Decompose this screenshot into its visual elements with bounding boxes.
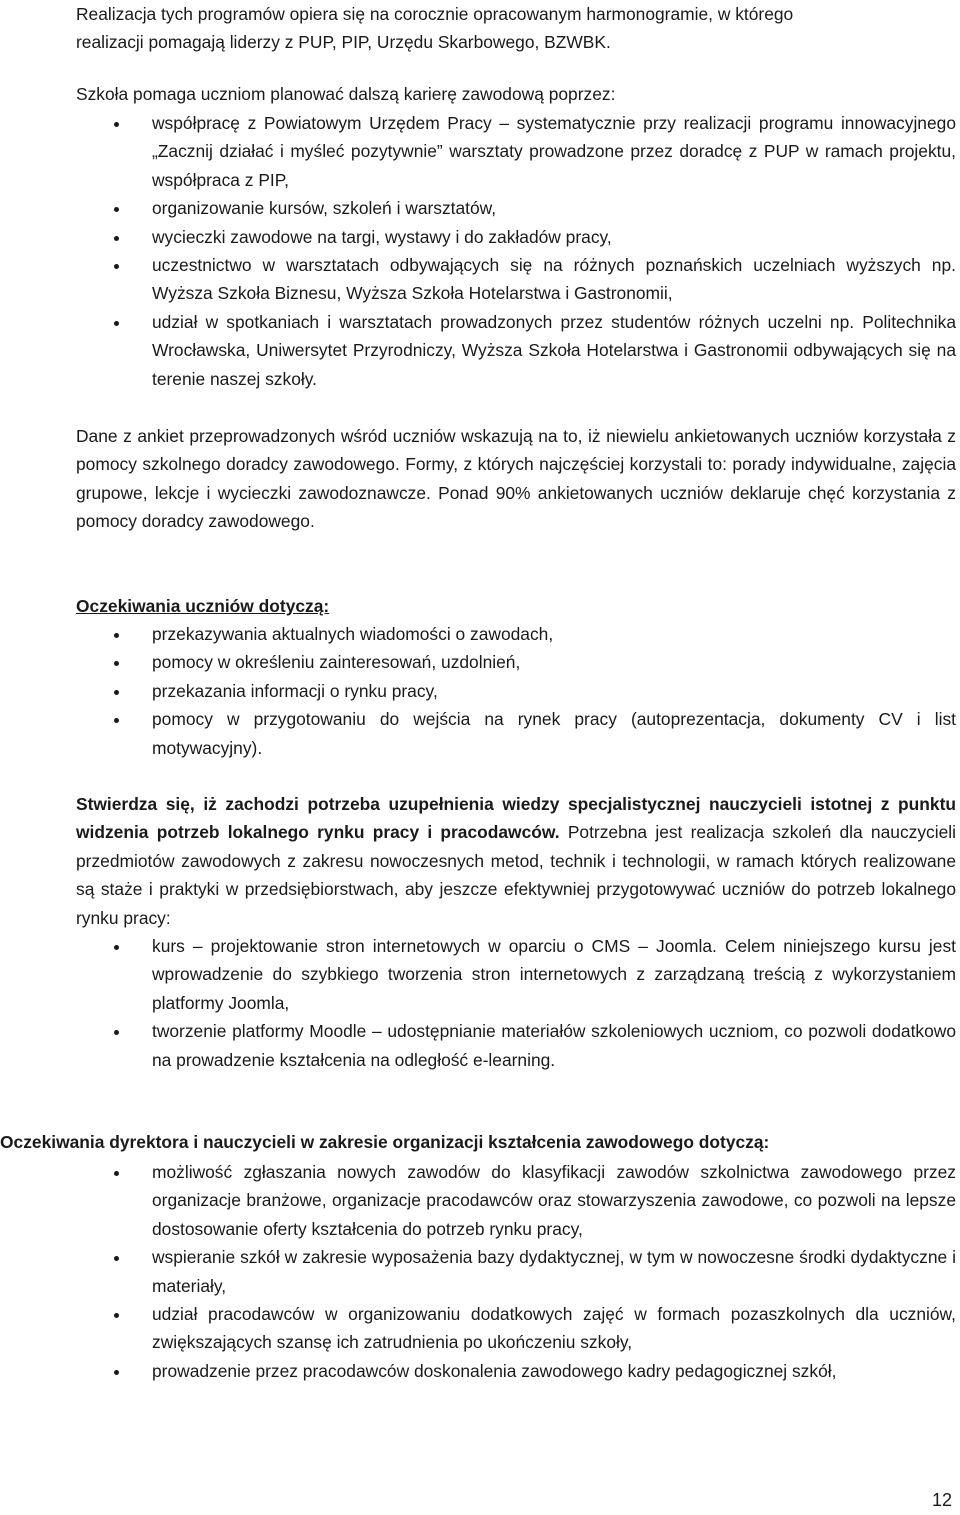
teachers-list bbox=[76, 932, 956, 1074]
list-item: współpracę z Powiatowym Urzędem Pracy – systematycznie przy realizacji programu innowacyjnego „Zacznij działać i myśleć pozytywnie” warsztaty prowadzone przez doradcę z PUP w ramach projektu, współpraca z PIP, bbox=[76, 109, 956, 194]
career-lead: Szkoła pomaga uczniom planować dalszą karierę zawodową poprzez: bbox=[76, 84, 616, 104]
list-item: udział pracodawców w organizowaniu dodatkowych zajęć w formach pozaszkolnych dla uczniów, zwiększających szansę ich zatrudnienia po ukończeniu szkoły, bbox=[76, 1300, 956, 1357]
page-number: 12 bbox=[931, 1490, 952, 1510]
list-item: wspieranie szkół w zakresie wyposażenia bazy dydaktycznej, w tym w nowoczesne środki dydaktyczne i materiały, bbox=[76, 1243, 956, 1300]
teachers-bold-statement: Stwierdza się, iż zachodzi potrzeba uzupełnienia wiedzy specjalistycznej nauczycieli istotnej z punktu widzenia potrzeb lokalnego rynku pracy i pracodawców. bbox=[76, 794, 956, 843]
list-item: organizowanie kursów, szkoleń i warsztatów, bbox=[76, 194, 956, 222]
teachers-paragraph bbox=[76, 790, 956, 932]
students-heading: Oczekiwania uczniów dotyczą: bbox=[76, 596, 330, 616]
intro-paragraph bbox=[76, 0, 956, 57]
list-item: wycieczki zawodowe na targi, wystawy i do zakładów pracy, bbox=[76, 223, 956, 251]
students-list bbox=[76, 620, 956, 762]
list-item: możliwość zgłaszania nowych zawodów do klasyfikacji zawodów szkolnictwa zawodowego przez organizacje branżowe, organizacje pracodawców oraz stowarzyszenia zawodowe, co pozwoli na lepsze dostosowanie oferty kształcenia do potrzeb rynku pracy, bbox=[76, 1158, 956, 1243]
list-item: prowadzenie przez pracodawców doskonalenia zawodowego kadry pedagogicznej szkół, bbox=[76, 1357, 956, 1385]
career-list bbox=[76, 109, 956, 393]
list-item: przekazywania aktualnych wiadomości o zawodach, bbox=[76, 620, 956, 648]
list-item: kurs – projektowanie stron internetowych w oparciu o CMS – Joomla. Celem niniejszego kursu jest wprowadzenie do szybkiego tworzenia stron internetowych z zarządzaną treścią z wykorzystaniem platformy Joomla, bbox=[76, 932, 956, 1017]
list-item: tworzenie platformy Moodle – udostępnianie materiałów szkoleniowych uczniom, co pozwoli dodatkowo na prowadzenie kształcenia na odległość e-learning. bbox=[76, 1017, 956, 1074]
list-item: przekazania informacji o rynku pracy, bbox=[76, 677, 956, 705]
list-item: uczestnictwo w warsztatach odbywających się na różnych poznańskich uczelniach wyższych np. Wyższa Szkoła Biznesu, Wyższa Szkoła Hotelarstwa i Gastronomii, bbox=[76, 251, 956, 308]
list-item: pomocy w określeniu zainteresowań, uzdolnień, bbox=[76, 648, 956, 676]
teachers-rest: Potrzebna jest realizacja szkoleń dla nauczycieli przedmiotów zawodowych z zakresu nowoczesnych metod, technik i technologii, w ramach których realizowane są staże i praktyki w przedsiębiorstwach, aby jeszcze efektywniej przygotowywać uczniów do potrzeb lokalnego rynku pracy: bbox=[76, 822, 956, 928]
director-heading: Oczekiwania dyrektora i nauczycieli w zakresie organizacji kształcenia zawodowego dotyczą: bbox=[0, 1132, 770, 1152]
director-list bbox=[76, 1158, 956, 1385]
list-item: udział w spotkaniach i warsztatach prowadzonych przez studentów różnych uczelni np. Politechnika Wrocławska, Uniwersytet Przyrodniczy, Wyższa Szkoła Hotelarstwa i Gastronomii odbywających się na terenie naszej szkoły. bbox=[76, 308, 956, 393]
intro-line-1: Realizacja tych programów opiera się na corocznie opracowanym harmonogramie, w którego bbox=[76, 4, 794, 24]
list-item: pomocy w przygotowaniu do wejścia na rynek pracy (autoprezentacja, dokumenty CV i list motywacyjny). bbox=[76, 705, 956, 762]
intro-line-2: realizacji pomagają liderzy z PUP, PIP, Urzędu Skarbowego, BZWBK. bbox=[76, 32, 611, 53]
survey-paragraph: Dane z ankiet przeprowadzonych wśród uczniów wskazują na to, iż niewielu ankietowanych uczniów korzystała z pomocy szkolnego doradcy zawodowego. Formy, z których najczęściej korzystali to: porady indywidualne, zajęcia grupowe, lekcje i wycieczki zawodoznawcze. Ponad 90% ankietowanych uczniów deklaruje chęć korzystania z pomocy doradcy zawodowego. bbox=[76, 426, 956, 532]
